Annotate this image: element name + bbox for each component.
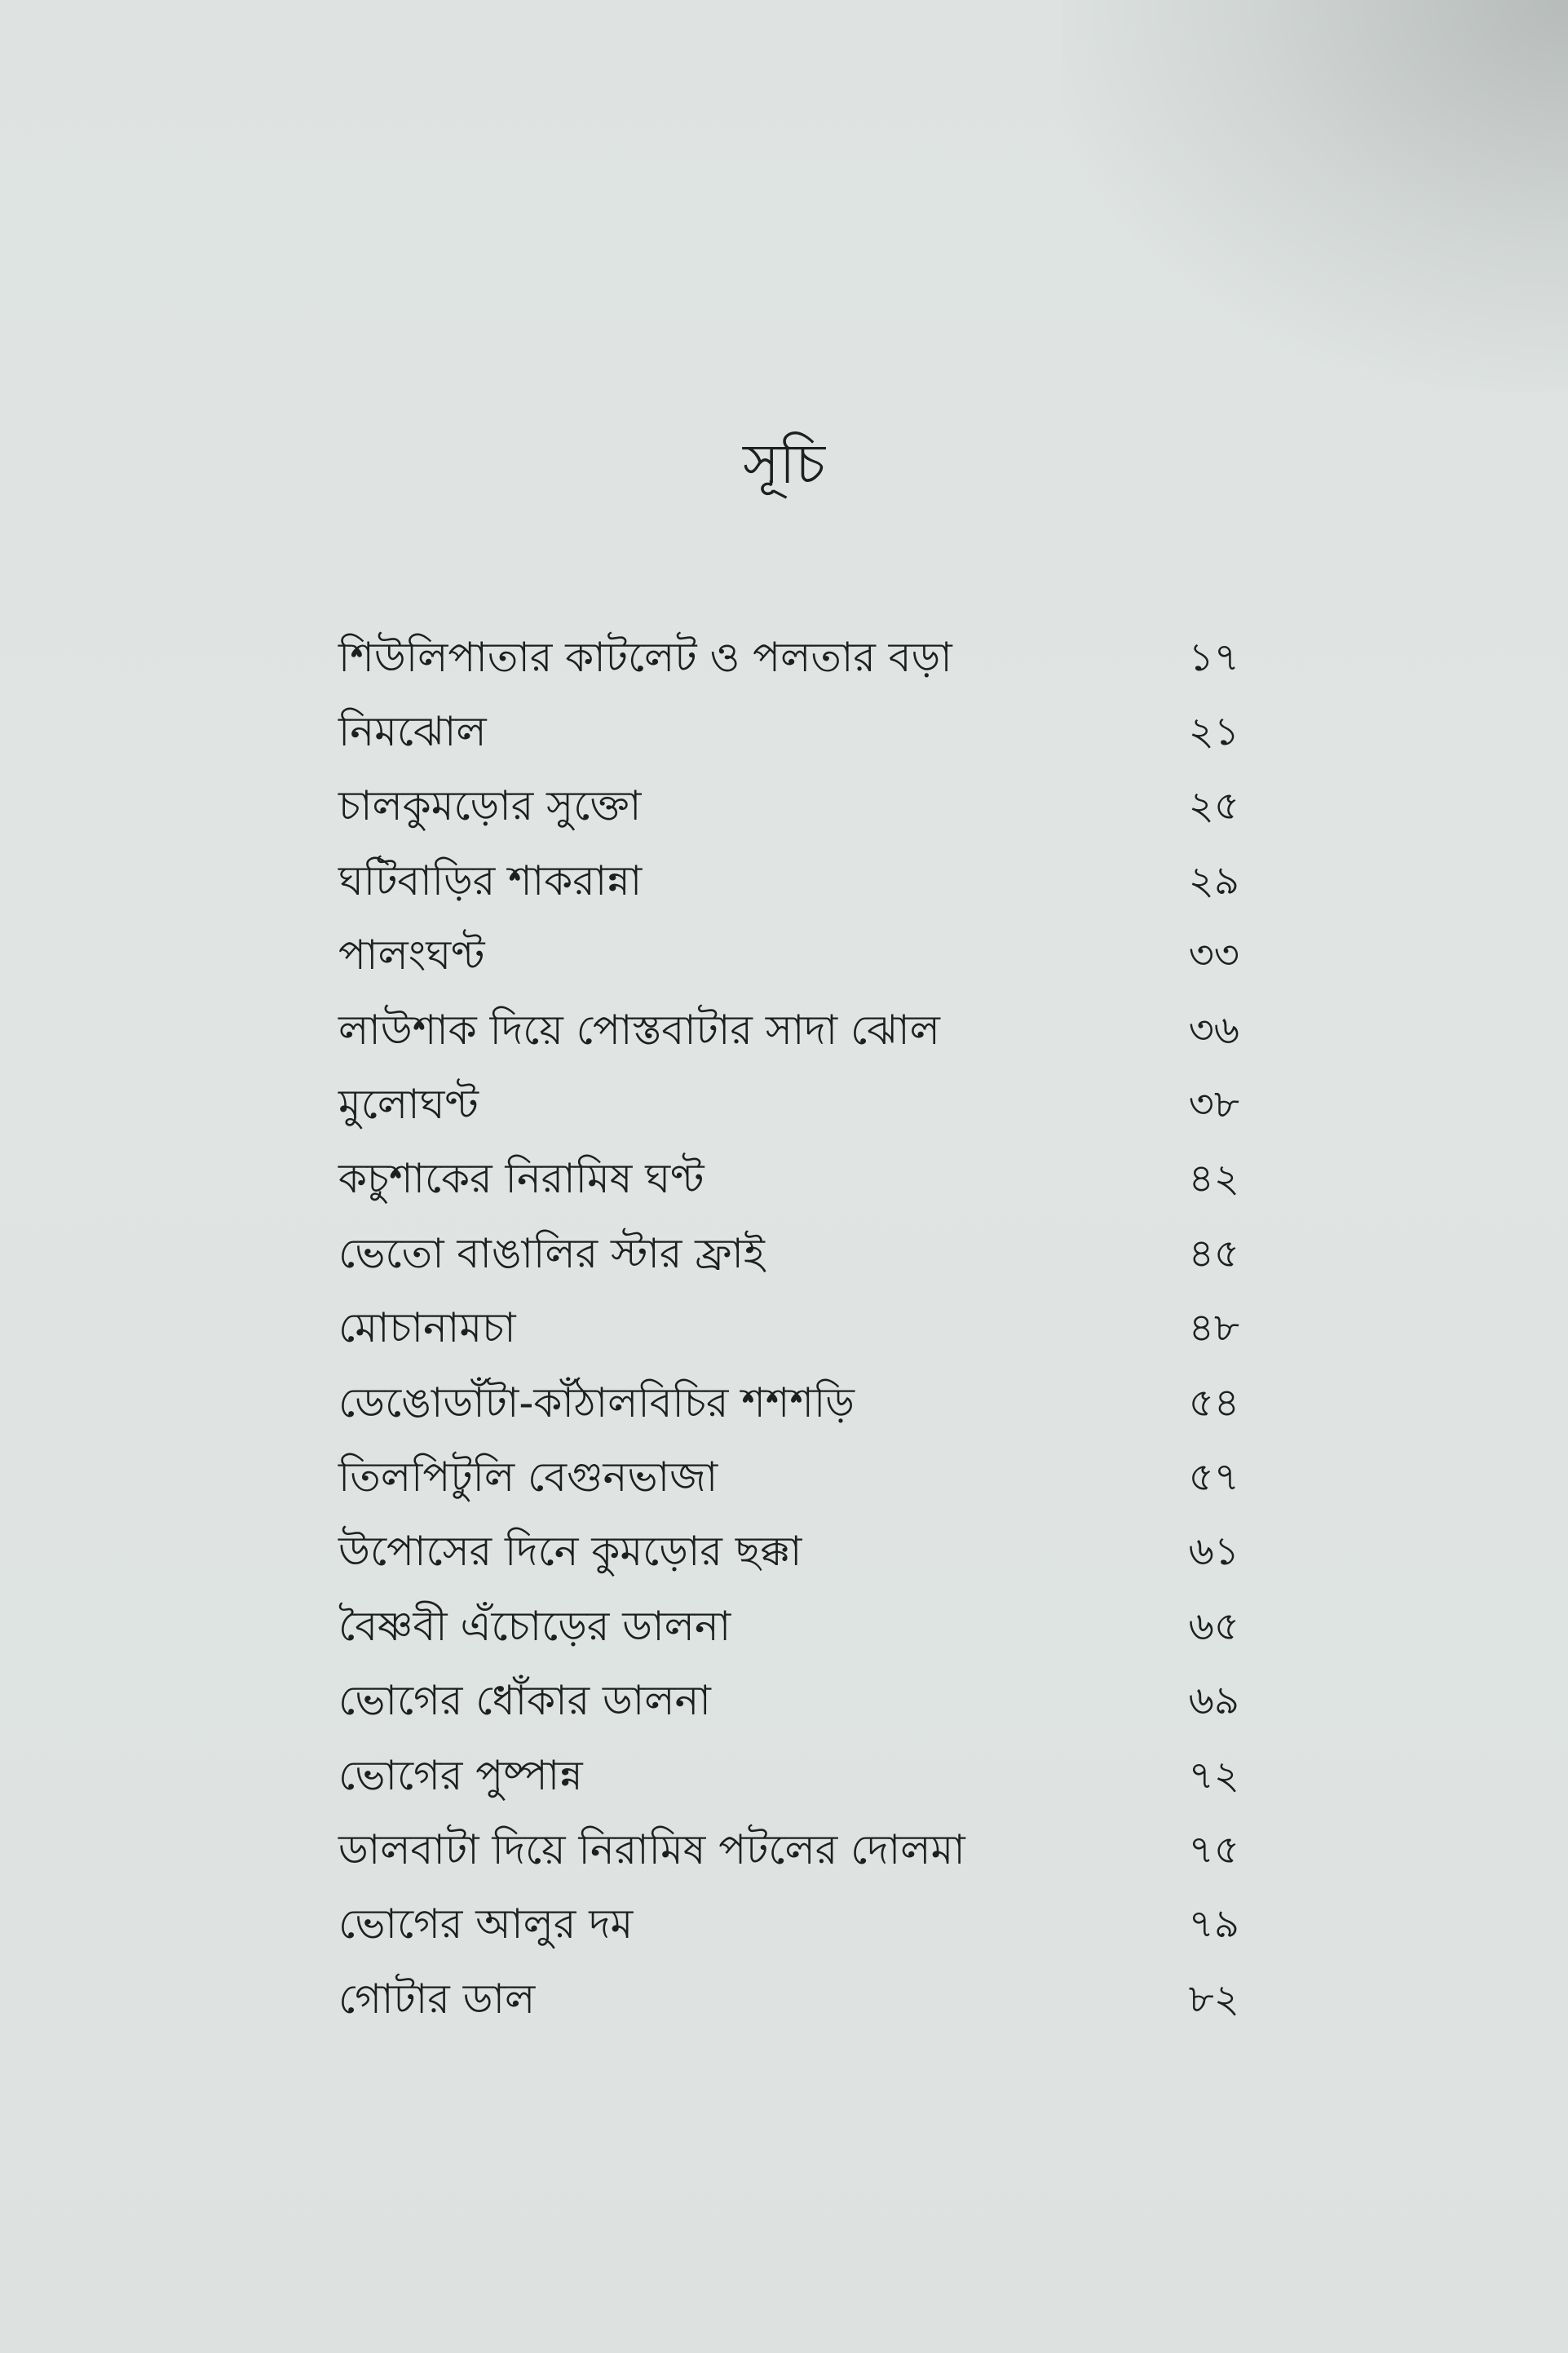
toc-entry-title: ভেতো বাঙালির স্টার ফ্রাই [338,1229,765,1277]
toc-entry-page-number: ২৫ [1188,783,1239,829]
toc-entry [338,1738,1239,1812]
toc-entry [338,1515,1239,1589]
toc-entry-page-number: ৫৪ [1188,1379,1239,1426]
toc-entry-title: ঘটিবাড়ির শাকরান্না [338,856,643,904]
toc-entry-page-number: ৩৩ [1188,932,1239,979]
toc-entry-page-number: ১৭ [1188,634,1239,680]
toc-entry-title: চালকুমড়োর সুক্তো [338,782,642,830]
toc-entry [338,694,1239,768]
toc-entry [338,1887,1239,1962]
toc-entry-page-number: ৭২ [1188,1752,1239,1798]
toc-entry [338,1440,1239,1514]
toc-entry-page-number: ৪৮ [1188,1305,1239,1351]
toc-entry [338,843,1239,918]
toc-entry-page-number: ৭৯ [1188,1901,1239,1948]
toc-entry-page-number: ৭৫ [1188,1826,1239,1873]
toc-entry [338,769,1239,843]
toc-entry [338,993,1239,1067]
toc-entry [338,1291,1239,1365]
toc-entry-title: ভোগের ধোঁকার ডালনা [338,1677,711,1725]
toc-entry [338,1663,1239,1737]
toc-entry [338,918,1239,993]
toc-entry-page-number: ২১ [1188,709,1239,755]
toc-entry-title: পালংঘণ্ট [338,931,485,980]
toc-entry-title: বৈষ্ণবী এঁচোড়ের ডালনা [338,1602,731,1650]
table-of-contents [338,620,1239,2036]
toc-entry-page-number: ৪২ [1188,1156,1239,1202]
toc-entry-title: ভোগের আলুর দম [338,1900,634,1948]
toc-entry-title: গোটার ডাল [338,1975,536,2023]
toc-entry [338,1365,1239,1440]
toc-entry-title: ডেঙোডাঁটা-কাঁঠালবিচির শশশড়ি [338,1378,855,1426]
toc-entry-title: নিমঝোল [338,708,487,756]
toc-entry [338,1962,1239,2036]
page-title: সূচি [742,432,826,497]
toc-entry-title: উপোসের দিনে কুমড়োর ছক্কা [338,1528,802,1576]
toc-entry [338,1589,1239,1663]
toc-entry-page-number: ৬১ [1188,1528,1239,1575]
toc-entry-title: মোচানামচা [338,1304,516,1352]
toc-entry [338,1812,1239,1886]
toc-entry-page-number: ৮২ [1188,1975,1239,2022]
toc-entry-title: লাউশাক দিয়ে পোস্তবাটার সাদা ঝোল [338,1006,940,1054]
toc-entry-title: ডালবাটা দিয়ে নিরামিষ পটলের দোলমা [338,1825,965,1873]
toc-entry-title: শিউলিপাতার কাটলেট ও পলতার বড়া [338,633,952,681]
toc-entry-page-number: ৩৮ [1188,1081,1239,1128]
toc-entry-page-number: ৫৭ [1188,1453,1239,1500]
toc-entry-title: তিলপিটুলি বেগুনভাজা [338,1453,718,1501]
toc-entry-page-number: ২৯ [1188,857,1239,904]
toc-entry-page-number: ৬৯ [1188,1678,1239,1724]
toc-entry [338,1067,1239,1141]
toc-entry [338,620,1239,694]
toc-entry [338,1216,1239,1290]
toc-entry-page-number: ৬৫ [1188,1603,1239,1649]
toc-entry-title: মুলোঘণ্ট [338,1081,479,1129]
toc-entry-page-number: ৩৬ [1188,1006,1239,1053]
toc-entry-title: কচুশাকের নিরামিষ ঘণ্ট [338,1155,704,1203]
toc-entry [338,1142,1239,1216]
toc-entry-title: ভোগের পুষ্পান্ন [338,1751,583,1799]
toc-entry-page-number: ৪৫ [1188,1230,1239,1276]
